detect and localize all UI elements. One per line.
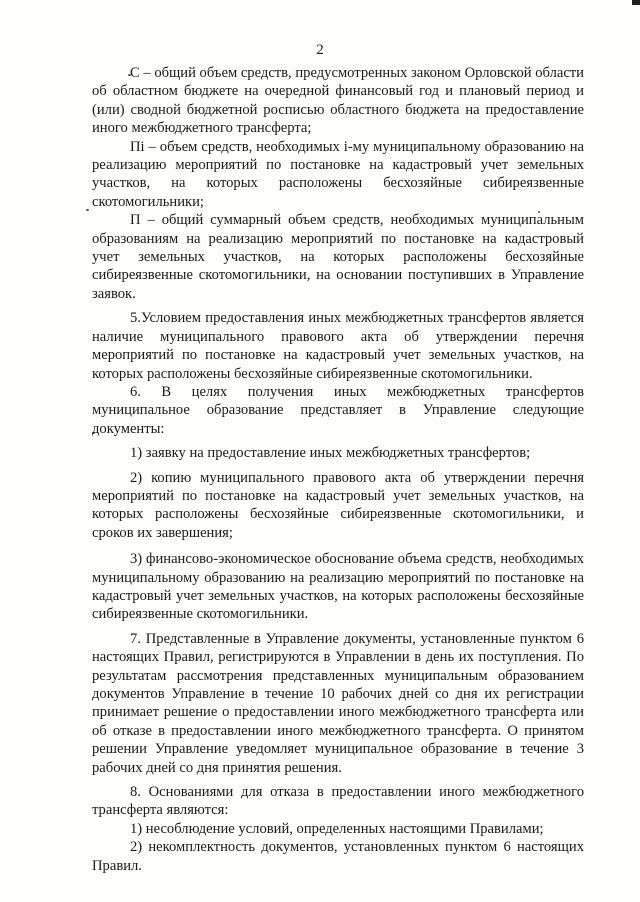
scan-corner-mark xyxy=(632,0,640,5)
paragraph-7: 7. Представленные в Управление документы, установленные пунктом 6 настоящих Правил, регистрируются в Управлении в день их поступления. По результатам рассмотрения представленных муниципальным образованием документов Управление в течение 10 рабочих дней со дня их регистрации принимает решение о предоставлении иного межбюджетного трансферта или об отказе в предоставлении иного межбюджетного трансферта. О принятом решении Управление уведомляет муниципальное образование в течение 3 рабочих дней со дня принятия решения. xyxy=(92,630,584,776)
paragraph-6-item-1: 1) заявку на предоставление иных межбюджетных трансфертов; xyxy=(130,445,531,462)
paragraph-6-item-3: 3) финансово-экономическое обоснование объема средств, необходимых муниципальному образованию на реализацию мероприятий по постановке на кадастровый учет земельных участков, на которых расположены бесхозяйные сибиреязвенные скотомогильники. xyxy=(92,551,584,623)
scan-speck xyxy=(86,209,89,211)
paragraph-c-definition: С – общий объем средств, предусмотренных законом Орловской области об областном бюджете на очередной финансовый год и плановый период и (или) сводной бюджетной росписью областного бюджета на предоставление иного межбюджетного трансферта; xyxy=(92,65,584,137)
paragraph-8-item-1: 1) несоблюдение условий, определенных настоящими Правилами; xyxy=(130,820,544,837)
paragraph-6-item-2: 2) копию муниципального правового акта об утверждении перечня мероприятий по постановке на кадастровый учет земельных участков, на которых расположены бесхозяйные сибиреязвенные скотомогильники, и сроков их завершения; xyxy=(92,469,584,541)
paragraph-6: 6. В целях получения иных межбюджетных трансфертов муниципальное образование представляет в Управление следующие документы: xyxy=(92,383,584,437)
document-body xyxy=(92,64,584,875)
paragraph-8: 8. Основаниями для отказа в предоставлении иного межбюджетного трансферта являются: xyxy=(92,784,584,819)
paragraph-5: 5.Условием предоставления иных межбюджетных трансфертов является наличие муниципального правового акта об утверждении перечня мероприятий по постановке на кадастровый учет земельных участков, на которых расположены бесхозяйные сибиреязвенные скотомогильники. xyxy=(92,310,584,382)
paragraph-8-item-2: 2) некомплектность документов, установленных пунктом 6 настоящих Правил. xyxy=(92,839,584,874)
paragraph-pi-definition: Пi – объем средств, необходимых i-му муниципальному образованию на реализацию мероприятий по постановке на кадастровый учет земельных участков, на которых расположены бесхозяйные сибиреязвенные скотомогильники; xyxy=(92,138,584,210)
page-number: 2 xyxy=(316,42,324,58)
paragraph-p-definition: П – общий суммарный объем средств, необходимых муниципальным образованиям на реализацию мероприятий по постановке на кадастровый учет земельных участков, на которых расположены бесхозяйные сибиреязвенные скотомогильники, на основании поступивших в Управление заявок. xyxy=(92,212,584,302)
